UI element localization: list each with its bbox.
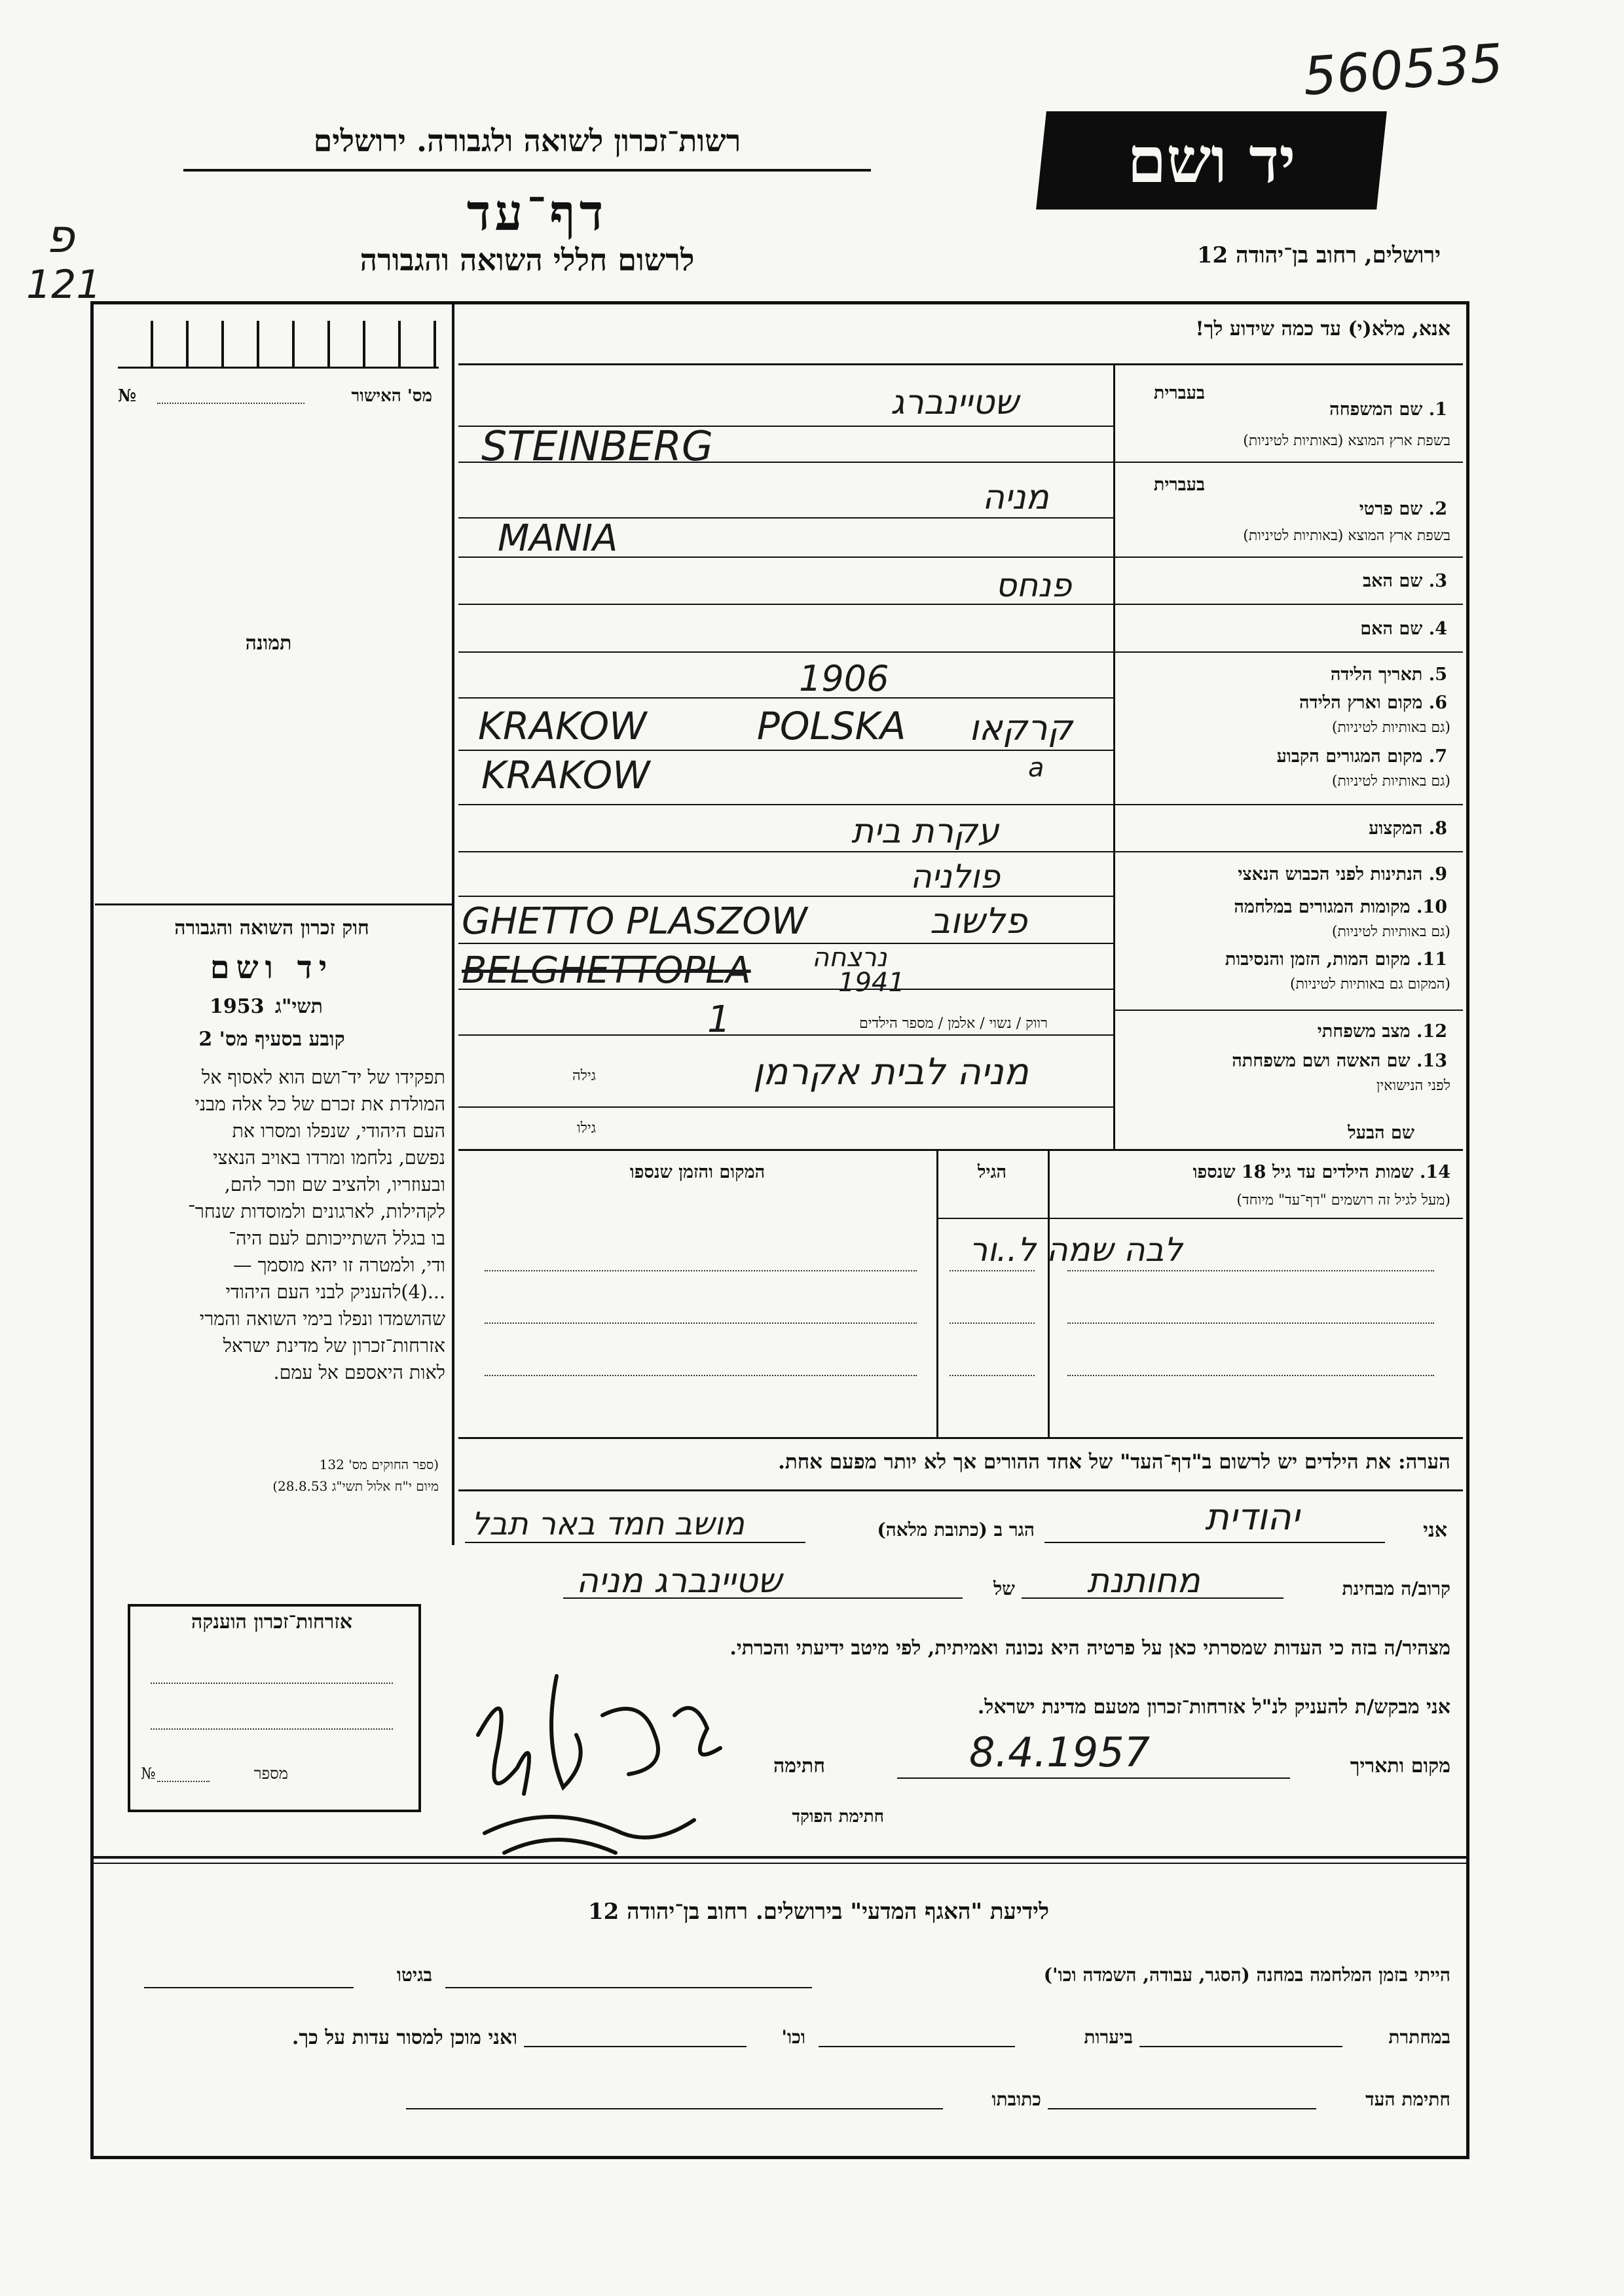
side-note-2: 121 <box>26 262 101 308</box>
husband-age-label: גילו <box>577 1120 596 1137</box>
law-line: שהושמדו ונפלו בימי השואה והמרי <box>199 1308 445 1330</box>
photo-label: תמונה <box>245 632 292 655</box>
bottom-line2-underground: במחתרת <box>1388 2026 1450 2048</box>
declaration-resides: הגר ב (כתובת מלאה) <box>877 1519 1035 1540</box>
children-sub: (מעל לגיל זה רושמים "דף־עד" מיוחד) <box>1236 1192 1450 1209</box>
field-label-birthplace: 6. מקום וארץ הלידה <box>1299 693 1447 713</box>
relation: מחותנת <box>1087 1561 1200 1601</box>
certificate-no: № <box>118 386 137 406</box>
field-label-death: 11. מקום המות, הזמן והנסיבות <box>1225 949 1447 970</box>
law-title: חוק זכרון השואה והגבורה <box>174 917 369 939</box>
law-line: המולדת את זכרם של כל אלה מבני <box>194 1093 445 1115</box>
surname-latin: STEINBERG <box>481 422 713 470</box>
children-count: 1 <box>707 998 731 1041</box>
birth-year: 1906 <box>799 658 889 699</box>
field-label-surname: 1. שם המשפחה <box>1329 399 1447 420</box>
in-hebrew-1: בעברית <box>1153 383 1205 403</box>
logo-text: יד ושם <box>1127 123 1296 197</box>
place-date-label: מקום ותאריך <box>1350 1755 1450 1777</box>
authority-underline <box>183 169 871 172</box>
law-year-he: תשי"ג <box>275 995 323 1018</box>
witness-signature <box>458 1637 747 1859</box>
field-label-residence: 7. מקום המגורים הקבוע <box>1276 746 1447 767</box>
bottom-line1-camp: הייתי בזמן המלחמה במחנה (הסגר, עבודה, השמדה וכו') <box>1043 1964 1450 1986</box>
request-text: אני מבקש/ת להעניק לנ"ל אזרחות־זכרון מטעם מדינת ישראל. <box>977 1696 1450 1719</box>
bottom-line2-forests: ביערות <box>1084 2026 1133 2048</box>
form-title: דף־עד <box>466 183 608 242</box>
side-note-1: פ <box>46 210 75 263</box>
bottom-line3-address: כתובתו <box>991 2088 1041 2110</box>
field-label-mother: 4. שם האם <box>1360 619 1447 639</box>
bottom-line3-witness-sig: חתימת העד <box>1365 2088 1450 2110</box>
profession: עקרת בית <box>851 812 999 851</box>
death-place-latin: BELGHETTOPLA <box>462 949 751 992</box>
firstname-latin: MANIA <box>498 517 618 560</box>
death-year: 1941 <box>838 968 905 998</box>
law-line: ובעוזריו, ולהציב שם וזכר להם, <box>224 1174 445 1195</box>
header-address: ירושלים, רחוב בן־יהודה 12 <box>1196 242 1441 268</box>
archive-number: 560535 <box>1301 32 1505 107</box>
nationality: פולניה <box>910 858 1001 896</box>
field-sub-firstname: בשפת ארץ המוצא (באותיות לטיניות) <box>1243 528 1450 544</box>
law-line: לקהילות, לארגונים ולמוסדות שנחר־ <box>188 1201 445 1222</box>
birth-place-latin: KRAKOW POLSKA <box>478 704 906 748</box>
law-clause: קובע בסעיף מס' 2 <box>198 1028 345 1051</box>
yad-vashem-logo <box>1036 111 1387 210</box>
law-year: 1953 <box>210 995 265 1018</box>
children-place-col: המקום והזמן שנספו <box>629 1162 766 1182</box>
surname-hebrew: שטיינברג <box>891 383 1019 422</box>
bottom-line2-testify: ואני מוכן למסור עדות על כך. <box>291 2026 517 2049</box>
intro-text: אנא, מלא(י) עד כמה שידוע לך! <box>1195 318 1450 340</box>
war-place-latin: GHETTO PLASZOW <box>462 900 807 943</box>
field-sub-war-residence: (גם באותיות לטיניות) <box>1331 924 1450 940</box>
field-label-war-residence: 10. מקומות המגורים במלחמה <box>1234 897 1447 917</box>
honor-title: אזרחות־זכרון הוענקה <box>191 1611 353 1633</box>
field-sub-death: (המקום גם באותיות לטיניות) <box>1290 976 1450 993</box>
gazette-ref-2: מיום י"ח אלול תשי"ג 28.8.53) <box>272 1478 439 1494</box>
field-sub-maiden: לפני הנישואין <box>1376 1078 1450 1094</box>
law-line: ...(4)להעניק לבני העם היהודי <box>225 1281 445 1303</box>
bottom-title: לידיעת "האגף המדעי" בירושלים. רחוב בן־יהודה 12 <box>588 1899 1049 1925</box>
field-sub-birthplace: (גם באותיות לטיניות) <box>1331 720 1450 736</box>
barcode-marks <box>118 321 439 369</box>
field-sub-surname: בשפת ארץ המוצא (באותיות לטיניות) <box>1243 433 1450 449</box>
children-label: 14. שמות הילדים עד גיל 18 שנספו <box>1192 1162 1450 1182</box>
law-line: לאות היאספם אל עמם. <box>273 1362 445 1383</box>
war-place-hebrew: פלשוב <box>930 900 1027 941</box>
law-line: בו בגלל השתייכותם לעם היה־ <box>229 1228 445 1249</box>
law-text <box>98 1064 445 1386</box>
wife-age-label: גילה <box>572 1068 596 1084</box>
authority-name: רשות־זכרון לשואה ולגבורה. ירושלים <box>313 123 741 158</box>
birth-place-hebrew: קרקאו <box>969 707 1073 748</box>
of-name: שטיינברג מניה <box>576 1561 782 1601</box>
bottom-line2-etc: וכו' <box>781 2026 805 2048</box>
gazette-ref-1: (ספר החוקים מס' 132 <box>319 1457 439 1472</box>
signature-label: חתימה <box>773 1755 825 1777</box>
children-note: הערה: את הילדים יש לרשום ב"דף־העד" של אחד ההורים אך לא יותר מפעם אחת. <box>778 1450 1450 1474</box>
certificate-label: מס' האישור <box>351 386 432 406</box>
witness-name: יהודית <box>1205 1496 1300 1539</box>
date-value: 8.4.1957 <box>969 1728 1151 1776</box>
maiden-name: מניה לבית אקרמן <box>753 1051 1029 1093</box>
child-name: לבה שמה ל..ור <box>969 1231 1183 1269</box>
declaration-i: אני <box>1423 1519 1447 1542</box>
law-line: אזרחות־זכרון של מדינת ישראל <box>223 1335 445 1357</box>
field-label-husband: שם הבעל <box>1348 1123 1414 1143</box>
marital-options: רווק / נשוי / אלמן / מספר הילדים <box>859 1015 1048 1032</box>
official-signature-label: חתימת הפוקד <box>792 1807 884 1827</box>
law-line: נפשם, נלחמו ומרדו באויב הנאצי <box>213 1147 445 1169</box>
father-name: פנחס <box>995 566 1072 604</box>
witness-address: מושב חמד באר תבל <box>471 1506 745 1542</box>
law-line: תפקידו של יד־ושם הוא לאסוף אל <box>201 1066 445 1088</box>
field-label-profession: 8. המקצוע <box>1369 818 1447 839</box>
firstname-hebrew: מניה <box>982 478 1049 517</box>
declaration-of: של <box>993 1578 1015 1599</box>
law-line: ודי, ולמטרה זו יהא מוסמך — <box>233 1254 445 1276</box>
form-subtitle: לרשום חללי השואה והגבורה <box>360 242 695 278</box>
in-hebrew-2: בעברית <box>1153 475 1205 495</box>
declaration-relative: קרוב/ה מבחינת <box>1342 1578 1450 1599</box>
death-note-hebrew: נרצחה <box>812 943 887 973</box>
field-label-nationality: 9. הנתינות לפני הכבוש הנאצי <box>1238 864 1447 884</box>
bottom-line1-ghetto: בגיטו <box>396 1964 432 1986</box>
field-label-marital: 12. מצב משפחתי <box>1317 1021 1447 1042</box>
field-label-maiden: 13. שם האשה ושם משפחתה <box>1232 1051 1447 1071</box>
law-line: העם היהודי, שנפלו ומסרו את <box>232 1120 445 1142</box>
residence-latin: KRAKOW <box>481 753 650 797</box>
field-label-birthdate: 5. תאריך הלידה <box>1330 665 1447 685</box>
field-sub-residence: (גם באותיות לטיניות) <box>1331 773 1450 790</box>
field-label-father: 3. שם האב <box>1363 571 1447 591</box>
children-age-col: הגיל <box>977 1162 1007 1182</box>
honor-number-label: מספר <box>253 1764 288 1783</box>
residence-mark: a <box>1028 753 1044 783</box>
law-name: יד ושם <box>210 949 334 986</box>
declaration-text: מצהיר/ה בזה כי העדות שמסרתי כאן על פרטיה היא נכונה ואמיתית, לפי מיטב ידיעתי והכרתי. <box>729 1637 1450 1660</box>
honor-no: № <box>141 1764 156 1783</box>
field-label-firstname: 2. שם פרטי <box>1359 499 1447 519</box>
